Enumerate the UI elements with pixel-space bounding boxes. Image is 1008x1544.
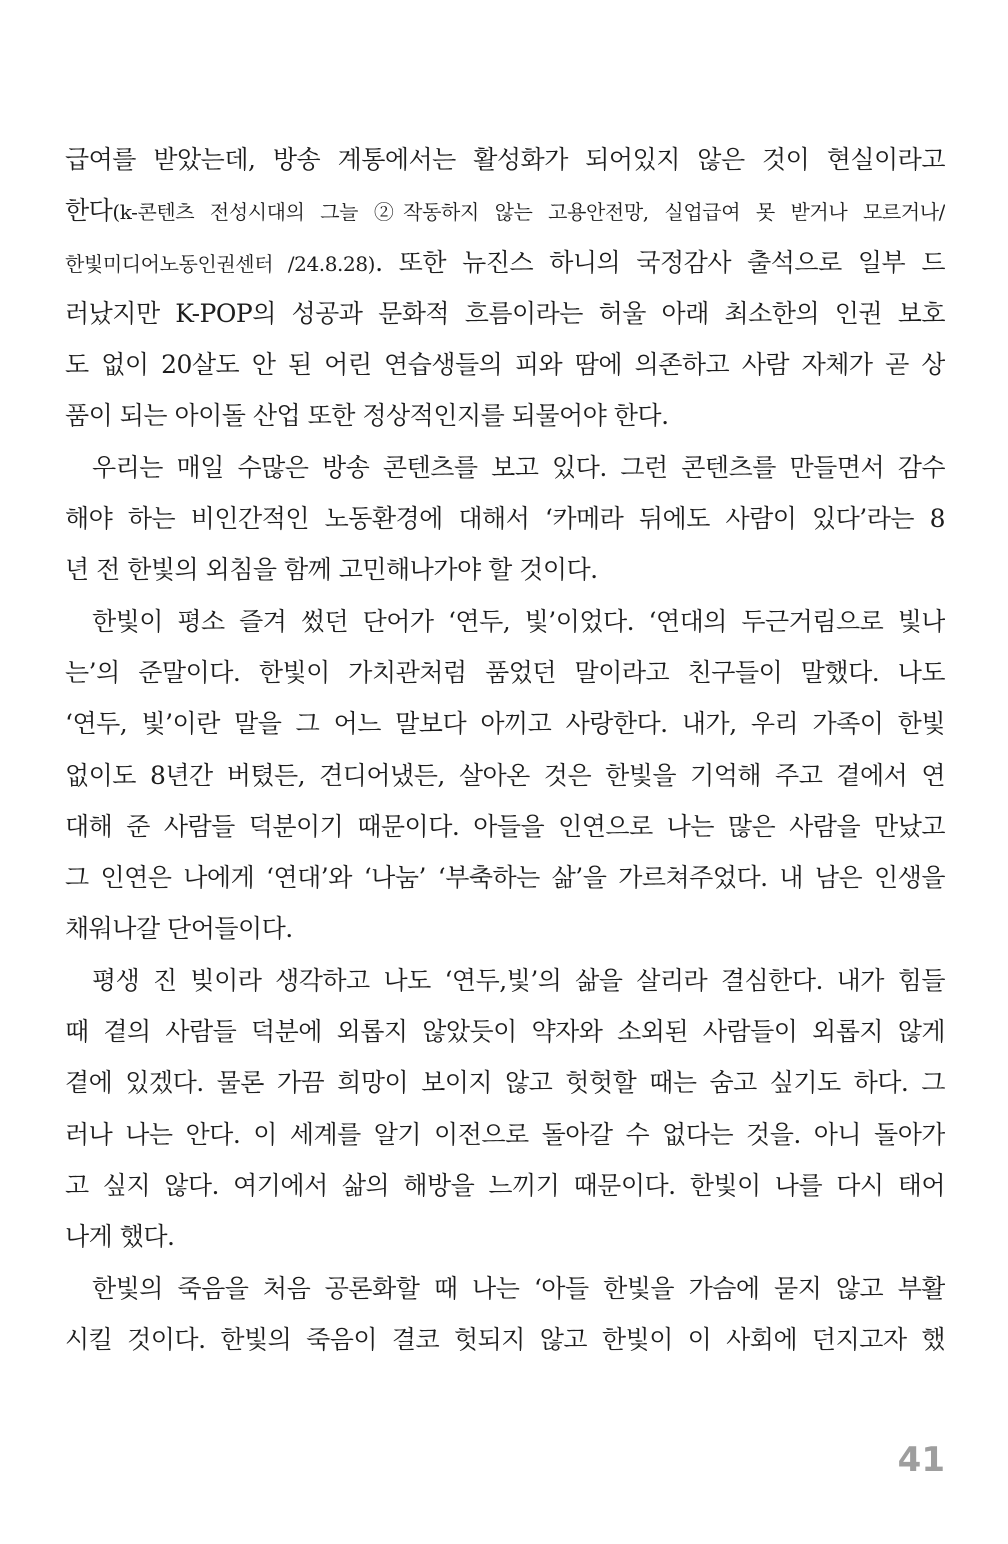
text-line: 시킬 것이다. 한빛의 죽음이 결코 헛되지 않고 한빛이 이 사회에 던지고자 했	[65, 1324, 945, 1354]
text-line: 나게 했다.	[65, 1222, 175, 1252]
text-line	[65, 237, 945, 288]
text-line: 년 전 한빛의 외침을 함께 고민해나가야 할 것이다.	[65, 555, 598, 585]
text-line: 한빛의 죽음을 처음 공론화할 때 나는 ‘아들 한빛을 가슴에 묻지 않고 부활	[92, 1273, 945, 1303]
paragraph	[65, 955, 945, 1263]
paragraph	[65, 596, 945, 955]
citation-text: 한빛미디어노동인권센터 /24.8.28)	[65, 251, 376, 276]
text-line: 해야 하는 비인간적인 노동환경에 대해서 ‘카메라 뒤에도 사람이 있다’라는 8	[65, 504, 945, 534]
text-line: 없이도 8년간 버텼든, 견디어냈든, 살아온 것은 한빛을 기억해 주고 곁에서 연	[65, 760, 945, 790]
text-line: 때 곁의 사람들 덕분에 외롭지 않았듯이 약자와 소외된 사람들이 외롭지 않게	[65, 1017, 945, 1047]
text-line: 평생 진 빚이라 생각하고 나도 ‘연두,빛’의 삶을 살리라 결심한다. 내가 힘들	[92, 965, 945, 995]
text-line	[65, 185, 945, 236]
text-line: 한빛이 평소 즐겨 썼던 단어가 ‘연두, 빛’이었다. ‘연대의 두근거림으로 빛나	[92, 606, 945, 636]
text-line: ‘연두, 빛’이란 말을 그 어느 말보다 아끼고 사랑한다. 내가, 우리 가족이 한빛	[65, 709, 945, 739]
text-line: 대해 준 사람들 덕분이기 때문이다. 아들을 인연으로 나는 많은 사람을 만났고	[65, 811, 945, 841]
citation-text: (k-콘텐츠 전성시대의 그늘 ②작동하지 않는 고용안전망, 실업급여 못 받거나 모르거나/	[112, 200, 945, 225]
paragraph	[65, 134, 945, 442]
text-line: 도 없이 20살도 안 된 어린 연습생들의 피와 땀에 의존하고 사람 자체가 곧 상	[65, 350, 945, 380]
body-text-block	[65, 134, 945, 1365]
text-line: 우리는 매일 수많은 방송 콘텐츠를 보고 있다. 그런 콘텐츠를 만들면서 감수	[92, 452, 945, 482]
body-text: . 또한 뉴진스 하니의 국정감사 출석으로 일부 드	[375, 247, 945, 277]
paragraph	[65, 442, 945, 596]
text-line: 는’의 준말이다. 한빛이 가치관처럼 품었던 말이라고 친구들이 말했다. 나도	[65, 657, 945, 687]
text-line: 채워나갈 단어들이다.	[65, 914, 293, 944]
paragraph	[65, 1263, 945, 1366]
text-line: 급여를 받았는데, 방송 계통에서는 활성화가 되어있지 않은 것이 현실이라고	[65, 145, 945, 174]
text-line: 그 인연은 나에게 ‘연대’와 ‘나눔’ ‘부축하는 삶’을 가르쳐주었다. 내 남은 인생을	[65, 863, 945, 893]
text-line: 고 싶지 않다. 여기에서 삶의 해방을 느끼기 때문이다. 한빛이 나를 다시 태어	[65, 1170, 945, 1200]
body-text: 한다	[65, 196, 113, 226]
text-line: 러나 나는 안다. 이 세계를 알기 이전으로 돌아갈 수 없다는 것을. 아니 돌아가	[65, 1119, 945, 1149]
text-line: 곁에 있겠다. 물론 가끔 희망이 보이지 않고 헛헛할 때는 숨고 싶기도 하다. 그	[65, 1068, 945, 1098]
text-line: 품이 되는 아이돌 산업 또한 정상적인지를 되물어야 한다.	[65, 401, 669, 431]
text-line: 러났지만 K-POP의 성공과 문화적 흐름이라는 허울 아래 최소한의 인권 보호	[65, 298, 945, 328]
page-number: 41	[897, 1440, 945, 1480]
